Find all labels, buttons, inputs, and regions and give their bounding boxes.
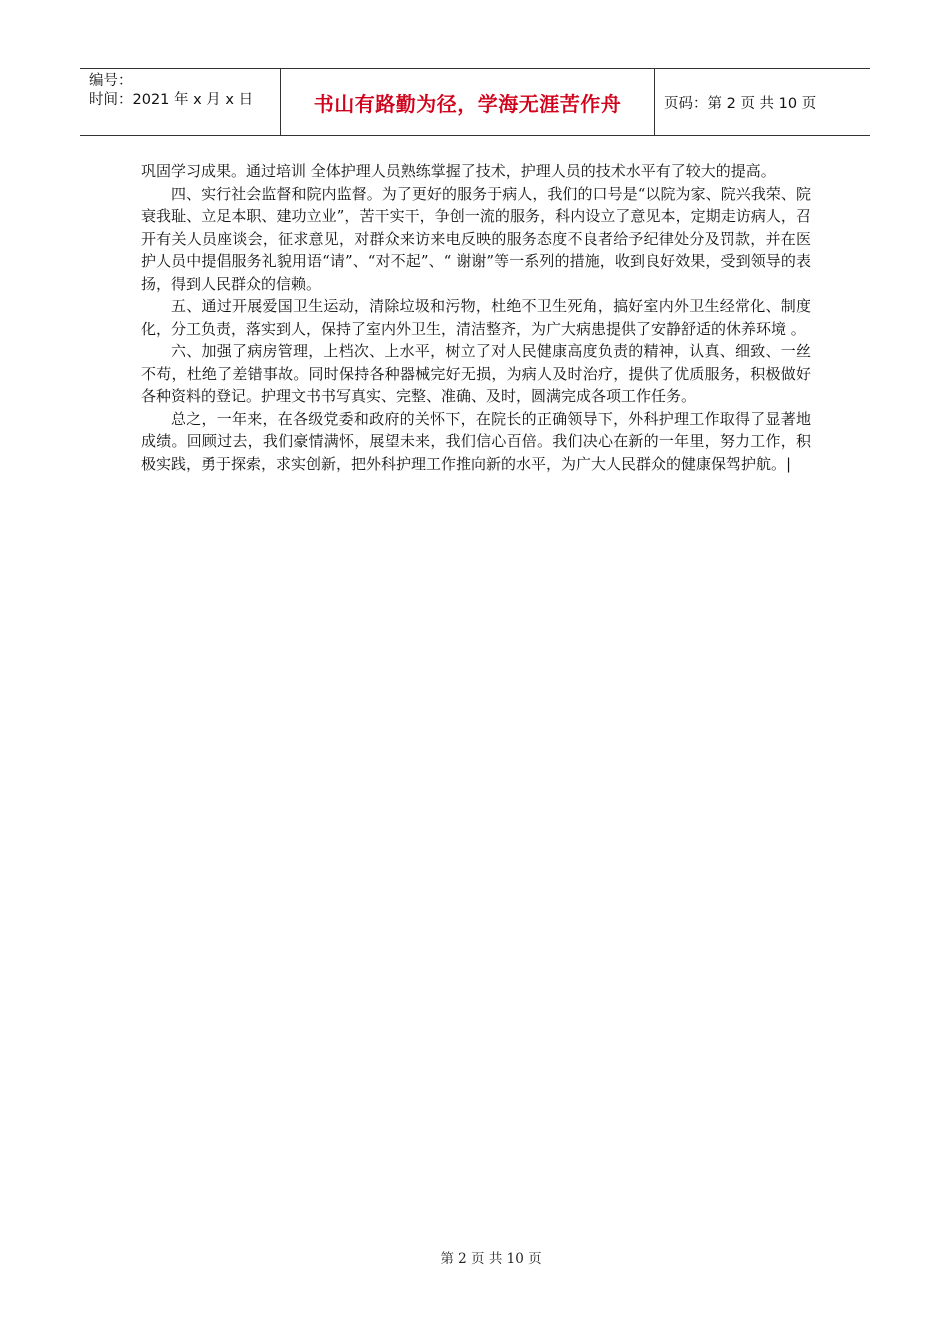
number-label: 编号： (89, 73, 133, 89)
paragraph: 总之，一年来，在各级党委和政府的关怀下，在院长的正确领导下，外科护理工作取得了显著地成绩。回顾过去，我们豪情满怀，展望未来，我们信心百倍。我们决心在新的一年里，努力工作，积极实践，勇于探索，求实创新，把外科护理工作推向新的水平，为广大人民群众的健康保驾护航。| (141, 409, 811, 473)
paragraph: 六、加强了病房管理，上档次、上水平，树立了对人民健康高度负责的精神，认真、细致、一丝不苟，杜绝了差错事故。同时保持各种器械完好无损，为病人及时治疗，提供了优质服务，积极做好各种资料的登记。护理文书书写真实、完整、准确、及时，圆满完成各项工作任务。 (141, 342, 811, 405)
header-page-info: 页码：第 2 页 共 10 页 (664, 95, 817, 112)
time-label: 时间：2021 年 x 月 x 日 (89, 92, 254, 108)
paragraph: 巩固学习成果。通过培训 全体护理人员熟练掌握了技术，护理人员的技术水平有了较大的提高。 (141, 162, 776, 180)
header-slogan: 书山有路勤为径，学海无涯苦作舟 (281, 69, 655, 135)
page-footer: 第 2 页 共 10 页 (440, 1251, 542, 1267)
paragraph: 五、通过开展爱国卫生运动，清除垃圾和污物，杜绝不卫生死角，搞好室内外卫生经常化、制度化，分工负责，落实到人，保持了室内外卫生，清洁整齐，为广大病患提供了安静舒适的休养环境 。 (141, 297, 811, 338)
document-header (80, 68, 870, 136)
document-body (141, 160, 811, 475)
paragraph: 四、实行社会监督和院内监督。为了更好的服务于病人，我们的口号是“以院为家、院兴我荣、院衰我耻、立足本职、建功立业”，苦干实干，争创一流的服务，科内设立了意见本，定期走访病人，召开有关人员座谈会，征求意见，对群众来访来电反映的服务态度不良者给予纪律处分及罚款，并在医护人员中提倡服务礼貌用语“请”、“对不起”、“ 谢谢”等一系列的措施，收到良好效果，受到领导的表扬，得到人民群众的信赖。 (141, 184, 811, 293)
header-meta (80, 69, 281, 135)
